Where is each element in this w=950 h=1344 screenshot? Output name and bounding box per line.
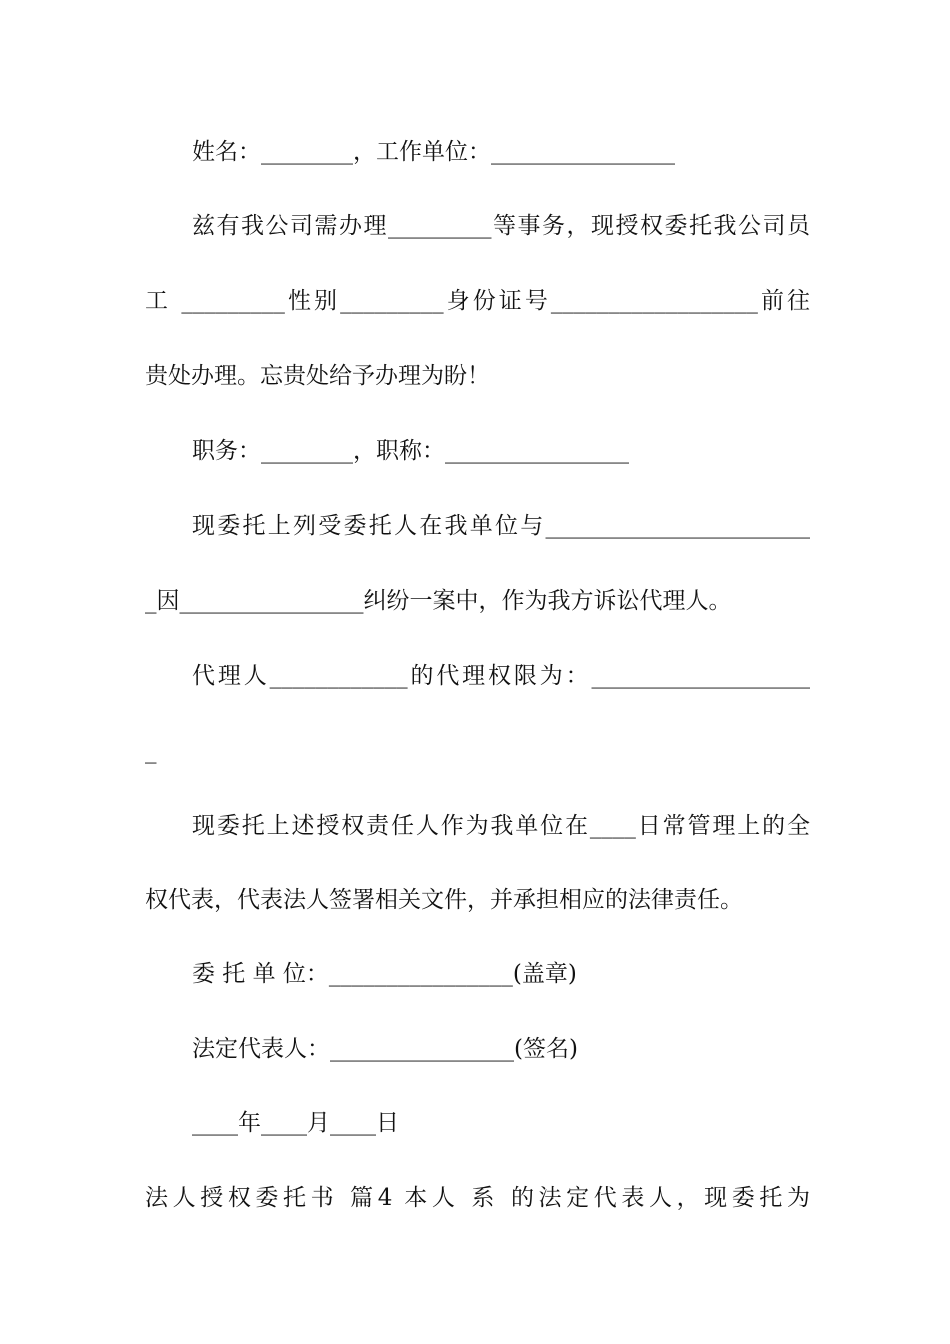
representative-paragraph-line-2: 权代表，代表法人签署相关文件，并承担相应的法律责任。 bbox=[145, 887, 743, 913]
section-4-heading-line: 法人授权委托书 篇4 本人 系 的法定代表人，现委托为 bbox=[145, 1185, 810, 1211]
matter-paragraph-line-1: 兹有我公司需办理_________等事务，现授权委托我公司员 bbox=[192, 213, 810, 239]
date-line: ____年____月____日 bbox=[192, 1110, 399, 1136]
entrusting-unit-seal-line: 委 托 单 位：________________(盖章) bbox=[192, 961, 577, 987]
litigation-paragraph-line-1: 现委托上列受委托人在我单位与_______________________ bbox=[192, 513, 810, 539]
legal-representative-signature-line: 法定代表人：________________(签名) bbox=[192, 1036, 578, 1062]
agent-authority-line-2: _ bbox=[145, 738, 157, 764]
name-workplace-line: 姓名：________，工作单位：________________ bbox=[192, 139, 675, 165]
agent-authority-line-1: 代理人____________的代理权限为：___________________ bbox=[192, 663, 810, 689]
litigation-paragraph-line-2: _因________________纠纷一案中，作为我方诉讼代理人。 bbox=[145, 588, 732, 614]
matter-paragraph-line-2: 工 _________性别_________身份证号__________________前往 bbox=[145, 288, 810, 314]
matter-paragraph-line-3: 贵处办理。忘贵处给予办理为盼！ bbox=[145, 363, 490, 389]
representative-paragraph-line-1: 现委托上述授权责任人作为我单位在____日常管理上的全 bbox=[192, 813, 810, 839]
position-title-line: 职务：________，职称：________________ bbox=[192, 438, 629, 464]
